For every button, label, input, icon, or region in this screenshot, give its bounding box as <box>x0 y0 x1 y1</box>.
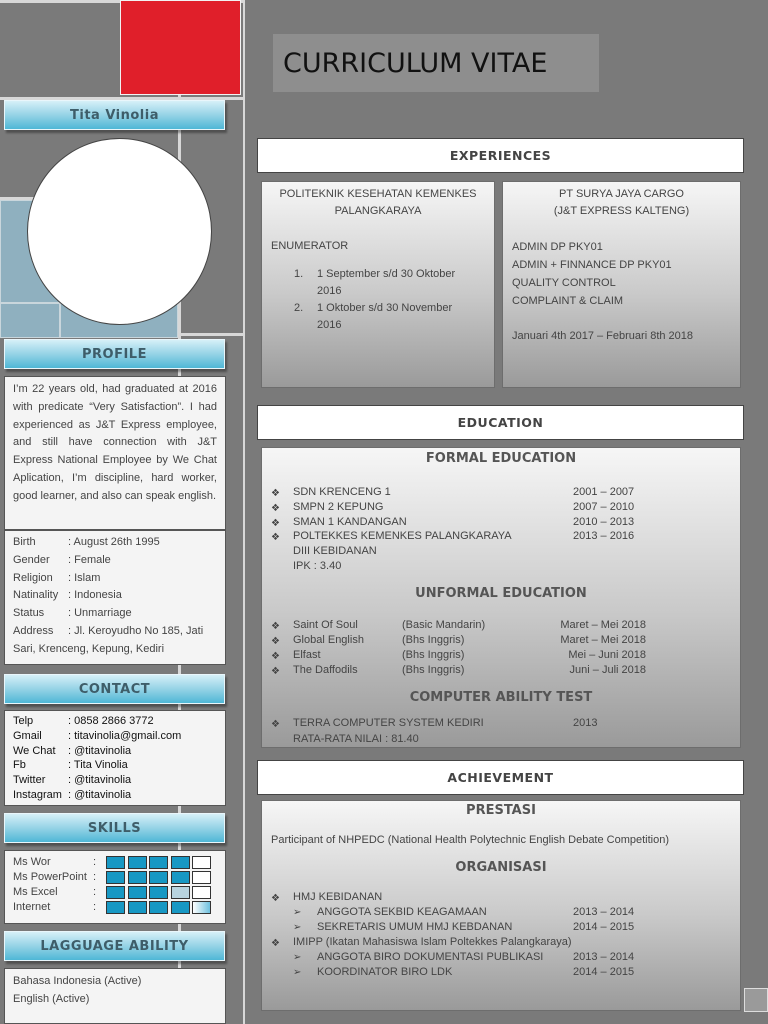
experience-item: 2016 <box>317 319 342 331</box>
skill-label: Ms Wor <box>13 856 51 868</box>
formal-school: SDN KRENCENG 1 <box>293 486 391 498</box>
organisation-name: HMJ KEBIDANAN <box>293 891 383 903</box>
skill-level-cell <box>128 871 147 884</box>
achievement-heading-box <box>257 760 744 795</box>
profile-banner <box>4 339 225 369</box>
personal-info-row <box>13 641 217 659</box>
contact-row <box>13 729 217 744</box>
achievement-heading: ACHIEVEMENT <box>447 770 554 785</box>
personal-info-value: : August 26th 1995 <box>68 536 160 548</box>
personal-info-label: Religion <box>13 571 53 584</box>
course-period: Maret – Mei 2018 <box>560 619 646 631</box>
prestasi-text: Participant of NHPEDC (National Health Polytechnic English Debate Competition) <box>271 834 670 846</box>
education-card <box>261 447 741 748</box>
diamond-bullet-icon: ❖ <box>271 666 280 677</box>
formal-years: 2010 – 2013 <box>573 515 635 528</box>
contact-row <box>13 744 217 759</box>
contact-heading: CONTACT <box>78 681 151 697</box>
course-period: Maret – Mei 2018 <box>560 634 646 646</box>
skill-level-cell <box>192 901 211 914</box>
experience-org: (J&T EXPRESS KALTENG) <box>553 205 690 217</box>
contact-label: We Chat <box>13 744 56 757</box>
contact-label: Fb <box>13 759 26 772</box>
diamond-bullet-icon: ❖ <box>271 502 280 514</box>
education-heading-box <box>257 405 744 440</box>
experience-role: ADMIN + FINNANCE DP PKY01 <box>512 259 672 271</box>
contact-value: : @titavinolia <box>68 744 132 757</box>
contact-label: Instagram <box>13 788 62 801</box>
skill-level-cell <box>192 856 211 869</box>
title-box <box>273 34 599 92</box>
formal-years: 2013 – 2016 <box>573 530 635 543</box>
personal-info-value: Sari, Krenceng, Kepung, Kediri <box>13 642 165 655</box>
contact-value: : @titavinolia <box>68 788 132 801</box>
skill-label: Internet <box>13 901 51 913</box>
diamond-bullet-icon: ❖ <box>271 636 280 647</box>
skill-level-cell <box>192 886 211 899</box>
skill-level-cell <box>128 901 147 914</box>
experience-card-left <box>261 181 495 388</box>
skill-level-cell <box>171 901 190 914</box>
language-banner <box>4 931 225 961</box>
contact-value: : 0858 2866 3772 <box>68 715 154 727</box>
language-heading: LAGGUAGE ABILITY <box>40 938 189 954</box>
personal-info-value: : Jl. Keroyudho No 185, Jati <box>68 624 204 637</box>
profile-box <box>4 376 226 530</box>
personal-info-label: Natinality <box>13 589 59 602</box>
formal-school: POLTEKKES KEMENKES PALANGKARAYA <box>293 530 512 543</box>
experience-item: 1 Oktober s/d 30 November <box>317 302 453 314</box>
skill-level-cell <box>106 856 125 869</box>
organisation-role: KOORDINATOR BIRO LDK <box>317 966 453 978</box>
formal-school: SMAN 1 KANDANGAN <box>293 515 407 528</box>
skills-box <box>4 850 226 924</box>
corner-decor <box>744 988 768 1012</box>
experience-item-num: 1. <box>294 268 304 280</box>
course-name: Elfast <box>293 649 321 661</box>
profile-heading: PROFILE <box>82 346 147 362</box>
contact-row <box>13 758 217 773</box>
organisation-years: 2014 – 2015 <box>573 921 635 933</box>
language-item: Bahasa Indonesia (Active) <box>13 975 142 987</box>
experience-item-num: 2. <box>294 302 304 314</box>
course-type: (Bhs Inggris) <box>402 664 465 676</box>
diamond-bullet-icon: ❖ <box>271 893 280 904</box>
course-type: (Bhs Inggris) <box>402 649 465 661</box>
name-banner <box>4 100 225 130</box>
computer-test-year: 2013 <box>573 717 598 729</box>
experiences-heading-box <box>257 138 744 173</box>
organisation-name: IMIPP (Ikatan Mahasiswa Islam Poltekkes Palangkaraya) <box>293 936 572 948</box>
education-heading: EDUCATION <box>457 415 544 430</box>
course-name: Saint Of Soul <box>293 619 358 631</box>
language-box <box>4 968 226 1024</box>
arrow-bullet-icon: ➢ <box>293 922 302 933</box>
computer-test-score: RATA-RATA NILAI : 81.40 <box>293 733 419 745</box>
unformal-education-heading: UNFORMAL EDUCATION <box>415 586 587 601</box>
course-period: Juni – Juli 2018 <box>569 664 646 676</box>
decor-tile <box>0 303 60 338</box>
organisation-years: 2013 – 2014 <box>573 906 635 918</box>
skills-banner <box>4 813 225 843</box>
decor-line <box>243 0 245 1024</box>
red-accent-block <box>120 0 241 95</box>
contact-label: Gmail <box>13 729 42 742</box>
formal-education-heading: FORMAL EDUCATION <box>425 451 577 466</box>
skill-colon: : <box>93 886 97 898</box>
skill-colon: : <box>93 901 97 913</box>
contact-label: Telp <box>13 715 34 727</box>
experience-org: PALANGKARAYA <box>334 205 422 217</box>
personal-info-value: : Unmarriage <box>68 607 132 620</box>
skill-level-cell <box>171 856 190 869</box>
personal-info-value: : Indonesia <box>68 589 122 602</box>
diamond-bullet-icon: ❖ <box>271 621 280 632</box>
experiences-heading: EXPERIENCES <box>449 148 552 163</box>
diamond-bullet-icon: ❖ <box>271 517 280 529</box>
contact-label: Twitter <box>13 774 46 787</box>
profile-text: I’m 22 years old, had graduated at 2016 with predicate “Very Satisfaction”. I had experienced as J&T Express employee, and still have connection with J&T Express National Employee by We Chat Aplication, I’m discipline, hard worker, good learner, and also can speak english. <box>13 383 217 502</box>
skill-colon: : <box>93 871 97 883</box>
skill-level-cell <box>149 871 168 884</box>
skill-level-cell <box>149 901 168 914</box>
experience-card-right <box>502 181 741 388</box>
personal-info-row <box>13 605 217 623</box>
contact-row <box>13 714 217 729</box>
experience-period: Januari 4th 2017 – Februari 8th 2018 <box>512 330 694 342</box>
skill-label: Ms PowerPoint <box>13 871 87 883</box>
course-name: The Daffodils <box>293 664 358 676</box>
skill-level-cell <box>171 886 190 899</box>
personal-info-value: : Female <box>68 553 111 566</box>
skill-label: Ms Excel <box>13 886 58 898</box>
person-name: Tita Vinolia <box>70 107 159 123</box>
course-type: (Bhs Inggris) <box>402 634 465 646</box>
organisation-years: 2013 – 2014 <box>573 951 635 963</box>
experience-role: COMPLAINT & CLAIM <box>512 295 624 307</box>
personal-info-list <box>13 534 217 659</box>
language-item: English (Active) <box>13 993 90 1005</box>
contact-row <box>13 773 217 788</box>
contact-value: : @titavinolia <box>68 774 132 787</box>
personal-info-row <box>13 534 217 552</box>
computer-test-name: TERRA COMPUTER SYSTEM KEDIRI <box>293 717 484 729</box>
diamond-bullet-icon: ❖ <box>271 938 280 949</box>
personal-info-label: Gender <box>13 553 50 566</box>
contact-value: : Tita Vinolia <box>68 759 128 772</box>
formal-extra: DIII KEBIDANAN <box>293 545 377 557</box>
personal-info-label: Status <box>13 607 45 620</box>
formal-years: 2007 – 2010 <box>573 500 635 513</box>
experience-item: 2016 <box>317 285 342 297</box>
experience-role: ENUMERATOR <box>271 240 349 252</box>
skill-level-cell <box>149 886 168 899</box>
contact-value: : titavinolia@gmail.com <box>68 729 182 742</box>
formal-school: SMPN 2 KEPUNG <box>293 500 384 513</box>
page-title: CURRICULUM VITAE <box>283 47 548 79</box>
contact-box <box>4 710 226 806</box>
contact-list <box>13 714 217 803</box>
skill-level-cell <box>106 901 125 914</box>
skill-level-cell <box>192 871 211 884</box>
skills-heading: SKILLS <box>87 820 142 836</box>
diamond-bullet-icon: ❖ <box>271 719 280 730</box>
organisation-role: ANGGOTA BIRO DOKUMENTASI PUBLIKASI <box>317 951 544 963</box>
contact-banner <box>4 674 225 704</box>
skill-level-cell <box>128 886 147 899</box>
skill-level-cell <box>128 856 147 869</box>
skill-level-cell <box>171 871 190 884</box>
diamond-bullet-icon: ❖ <box>271 651 280 662</box>
organisation-years: 2014 – 2015 <box>573 966 635 978</box>
personal-info-value: : Islam <box>68 571 101 584</box>
course-name: Global English <box>293 634 364 646</box>
personal-info-row <box>13 587 217 605</box>
skill-level-cell <box>149 856 168 869</box>
personal-info-row <box>13 570 217 588</box>
experience-org: PT SURYA JAYA CARGO <box>559 188 684 200</box>
personal-info-box <box>4 530 226 665</box>
course-type: (Basic Mandarin) <box>402 619 486 631</box>
organisasi-heading: ORGANISASI <box>455 860 547 875</box>
personal-info-label: Birth <box>13 536 36 548</box>
organisation-role: SEKRETARIS UMUM HMJ KEBDANAN <box>317 921 513 933</box>
course-period: Mei – Juni 2018 <box>568 649 646 661</box>
skill-colon: : <box>93 856 97 868</box>
contact-row <box>13 788 217 803</box>
experience-role: ADMIN DP PKY01 <box>512 241 603 253</box>
computer-test-heading: COMPUTER ABILITY TEST <box>409 690 593 705</box>
skill-level-cell <box>106 871 125 884</box>
skills-list <box>5 851 225 923</box>
personal-info-label: Address <box>13 624 54 637</box>
diamond-bullet-icon: ❖ <box>271 488 280 499</box>
arrow-bullet-icon: ➢ <box>293 952 302 963</box>
diamond-bullet-icon: ❖ <box>271 532 280 544</box>
skill-level-cell <box>106 886 125 899</box>
arrow-bullet-icon: ➢ <box>293 907 302 918</box>
profile-photo <box>27 138 212 325</box>
prestasi-heading: PRESTASI <box>466 803 536 818</box>
experience-item: 1 September s/d 30 Oktober <box>317 268 456 280</box>
organisation-role: ANGGOTA SEKBID KEAGAMAAN <box>317 906 487 918</box>
experience-role: QUALITY CONTROL <box>512 277 616 289</box>
personal-info-row <box>13 552 217 570</box>
achievement-card <box>261 800 741 1011</box>
personal-info-row <box>13 623 217 641</box>
formal-extra: IPK : 3.40 <box>293 560 342 572</box>
formal-years: 2001 – 2007 <box>573 486 635 498</box>
experience-org: POLITEKNIK KESEHATAN KEMENKES <box>279 188 477 200</box>
arrow-bullet-icon: ➢ <box>293 967 302 978</box>
